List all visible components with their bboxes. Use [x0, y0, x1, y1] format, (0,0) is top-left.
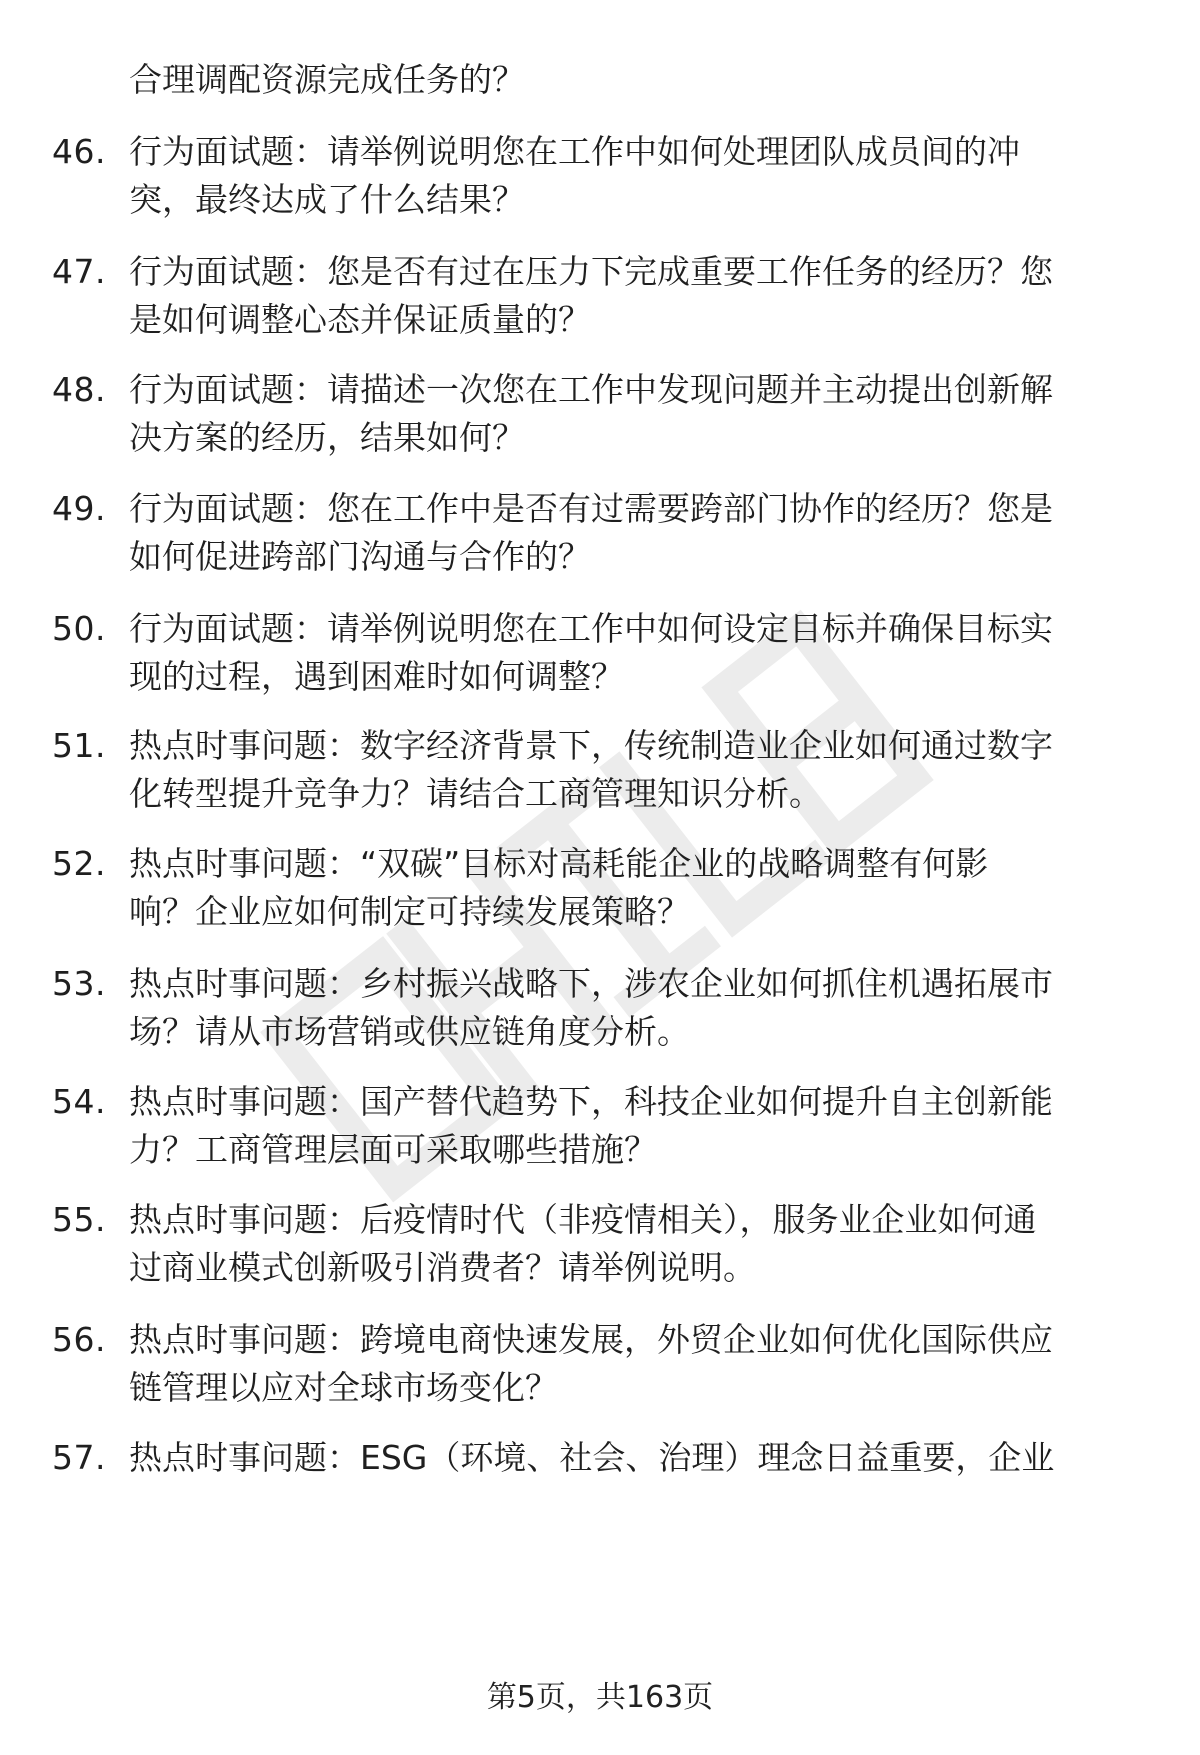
- question-number: 50.: [52, 609, 106, 648]
- question-text-line: 过商业模式创新吸引消费者？请举例说明。: [129, 1248, 756, 1287]
- question-text-line: 行为面试题：请举例说明您在工作中如何处理团队成员间的冲: [129, 132, 1020, 171]
- question-number: 57.: [52, 1438, 106, 1477]
- question-number: 55.: [52, 1200, 106, 1239]
- question-number: 46.: [52, 132, 106, 171]
- question-text-line: 热点时事问题：ESG（环境、社会、治理）理念日益重要，企业: [129, 1438, 1055, 1477]
- question-text-line: 热点时事问题：后疫情时代（非疫情相关），服务业企业如何通: [129, 1200, 1037, 1239]
- question-text-line: 行为面试题：您在工作中是否有过需要跨部门协作的经历？您是: [129, 489, 1053, 528]
- question-text-line: 热点时事问题：国产替代趋势下，科技企业如何提升自主创新能: [129, 1082, 1053, 1121]
- question-text-line: 是如何调整心态并保证质量的？: [129, 300, 591, 339]
- question-text-line: 行为面试题：请描述一次您在工作中发现问题并主动提出创新解: [129, 370, 1053, 409]
- question-text-line: 链管理以应对全球市场变化？: [129, 1368, 558, 1407]
- question-number: 54.: [52, 1082, 106, 1121]
- question-number: 47.: [52, 252, 106, 291]
- page-number-footer: 第5页，共163页: [486, 1680, 714, 1715]
- question-number: 48.: [52, 370, 106, 409]
- question-text-line: 决方案的经历，结果如何？: [129, 418, 525, 457]
- question-text-line: 行为面试题：请举例说明您在工作中如何设定目标并确保目标实: [129, 609, 1053, 648]
- continuation-text: 合理调配资源完成任务的？: [129, 60, 525, 99]
- question-number: 56.: [52, 1320, 106, 1359]
- question-number: 52.: [52, 844, 106, 883]
- question-text-line: 如何促进跨部门沟通与合作的？: [129, 537, 591, 576]
- question-text-line: 现的过程，遇到困难时如何调整？: [129, 657, 624, 696]
- question-text-line: 化转型提升竞争力？请结合工商管理知识分析。: [129, 774, 822, 813]
- question-text-line: 响？企业应如何制定可持续发展策略？: [129, 892, 690, 931]
- question-text-line: 热点时事问题：跨境电商快速发展，外贸企业如何优化国际供应: [129, 1320, 1053, 1359]
- question-number: 49.: [52, 489, 106, 528]
- question-text-line: 力？工商管理层面可采取哪些措施？: [129, 1130, 657, 1169]
- question-number: 51.: [52, 726, 106, 765]
- question-text-line: 场？请从市场营销或供应链角度分析。: [129, 1012, 690, 1051]
- question-text-line: 突，最终达成了什么结果？: [129, 180, 525, 219]
- question-text-line: 热点时事问题：“双碳”目标对高耗能企业的战略调整有何影: [129, 844, 989, 883]
- question-text-line: 热点时事问题：数字经济背景下，传统制造业企业如何通过数字: [129, 726, 1053, 765]
- question-text-line: 热点时事问题：乡村振兴战略下，涉农企业如何抓住机遇拓展市: [129, 964, 1053, 1003]
- question-number: 53.: [52, 964, 106, 1003]
- question-text-line: 行为面试题：您是否有过在压力下完成重要工作任务的经历？您: [129, 252, 1053, 291]
